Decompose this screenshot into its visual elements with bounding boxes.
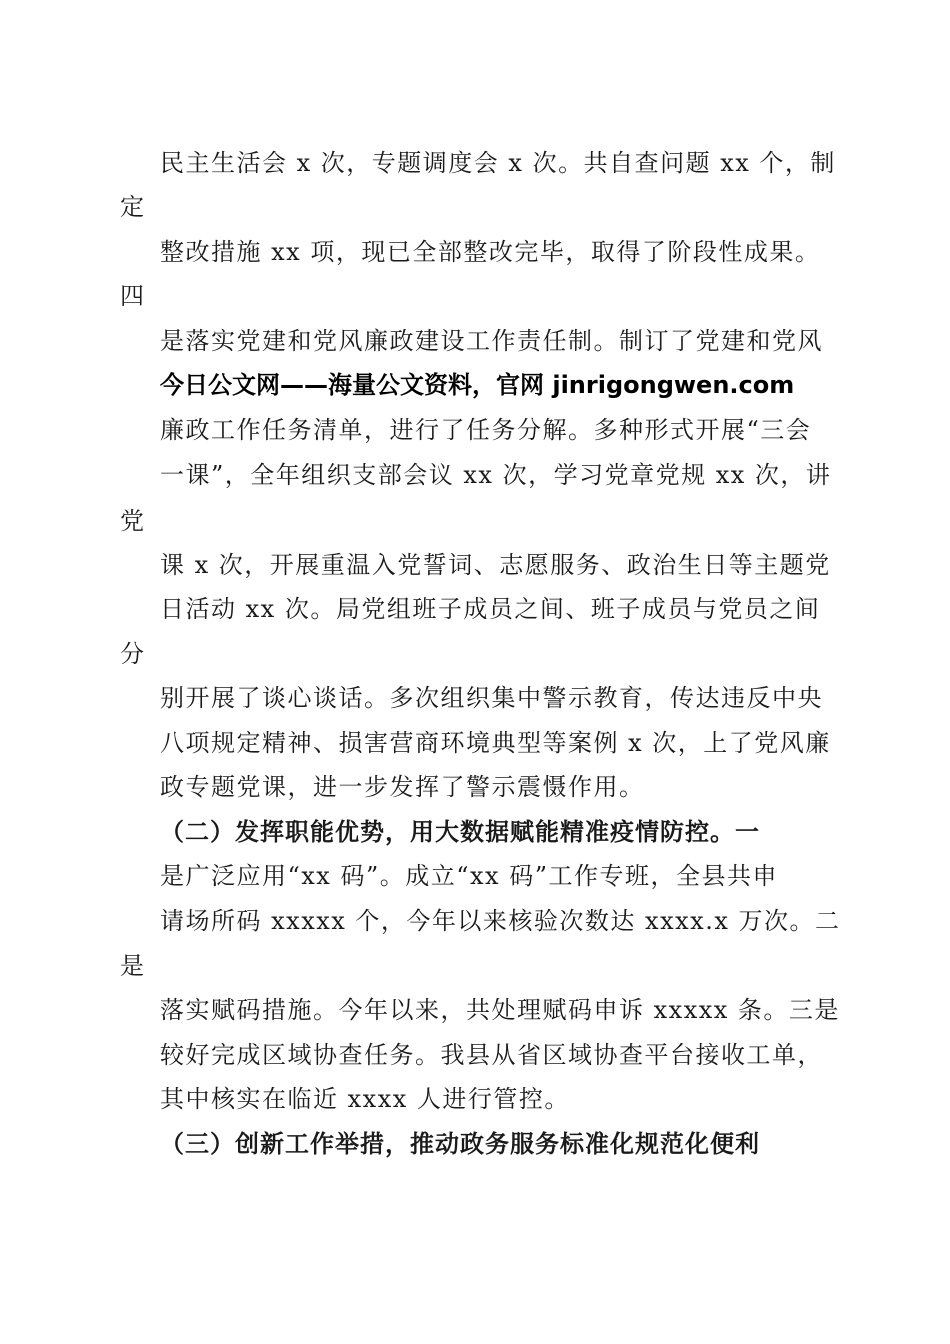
section-heading: （三）创新工作举措，推动政务服务标准化规范化便利 bbox=[160, 1129, 760, 1158]
text-line: 党 bbox=[120, 507, 146, 535]
text-line: 分 bbox=[120, 640, 146, 668]
text-line: 一课”，全年组织支部会议 xx 次，学习党章党规 xx 次，讲 bbox=[160, 461, 832, 489]
text-line: 定 bbox=[120, 193, 146, 221]
text-line: 请场所码 xxxxx 个，今年以来核验次数达 xxxx.x 万次。二 bbox=[160, 907, 841, 935]
text-line: 八项规定精神、损害营商环境典型等案例 x 次，上了党风廉 bbox=[160, 729, 831, 757]
text-line: 政专题党课，进一步发挥了警示震慑作用。 bbox=[160, 773, 645, 801]
text-line: 民主生活会 x 次，专题调度会 x 次。共自查问题 xx 个，制 bbox=[160, 149, 836, 177]
text-line: 落实赋码措施。今年以来，共处理赋码申诉 xxxxx 条。三是 bbox=[160, 996, 840, 1024]
text-line: 日活动 xx 次。局党组班子成员之间、班子成员与党员之间 bbox=[160, 595, 821, 623]
text-line: 廉政工作任务清单，进行了任务分解。多种形式开展“三会 bbox=[160, 416, 812, 444]
text-line: 别开展了谈心谈话。多次组织集中警示教育，传达违反中央 bbox=[160, 684, 823, 712]
text-line: 是 bbox=[120, 952, 146, 980]
text-line: 其中核实在临近 xxxx 人进行管控。 bbox=[160, 1085, 570, 1113]
section-heading: （二）发挥职能优势，用大数据赋能精准疫情防控。一 bbox=[160, 817, 760, 846]
text-line: 是广泛应用“xx 码”。成立“xx 码”工作专班，全县共申 bbox=[160, 862, 778, 890]
text-line: 课 x 次，开展重温入党誓词、志愿服务、政治生日等主题党 bbox=[160, 551, 831, 579]
text-line: 是落实党建和党风廉政建设工作责任制。制订了党建和党风 bbox=[160, 327, 823, 355]
watermark-banner: 今日公文网——海量公文资料，官网 jinrigongwen.com bbox=[160, 371, 795, 399]
text-line: 四 bbox=[120, 282, 146, 310]
text-line: 整改措施 xx 项，现已全部整改完毕，取得了阶段性成果。 bbox=[160, 238, 821, 266]
text-line: 较好完成区域协查任务。我县从省区域协查平台接收工单， bbox=[160, 1041, 823, 1069]
